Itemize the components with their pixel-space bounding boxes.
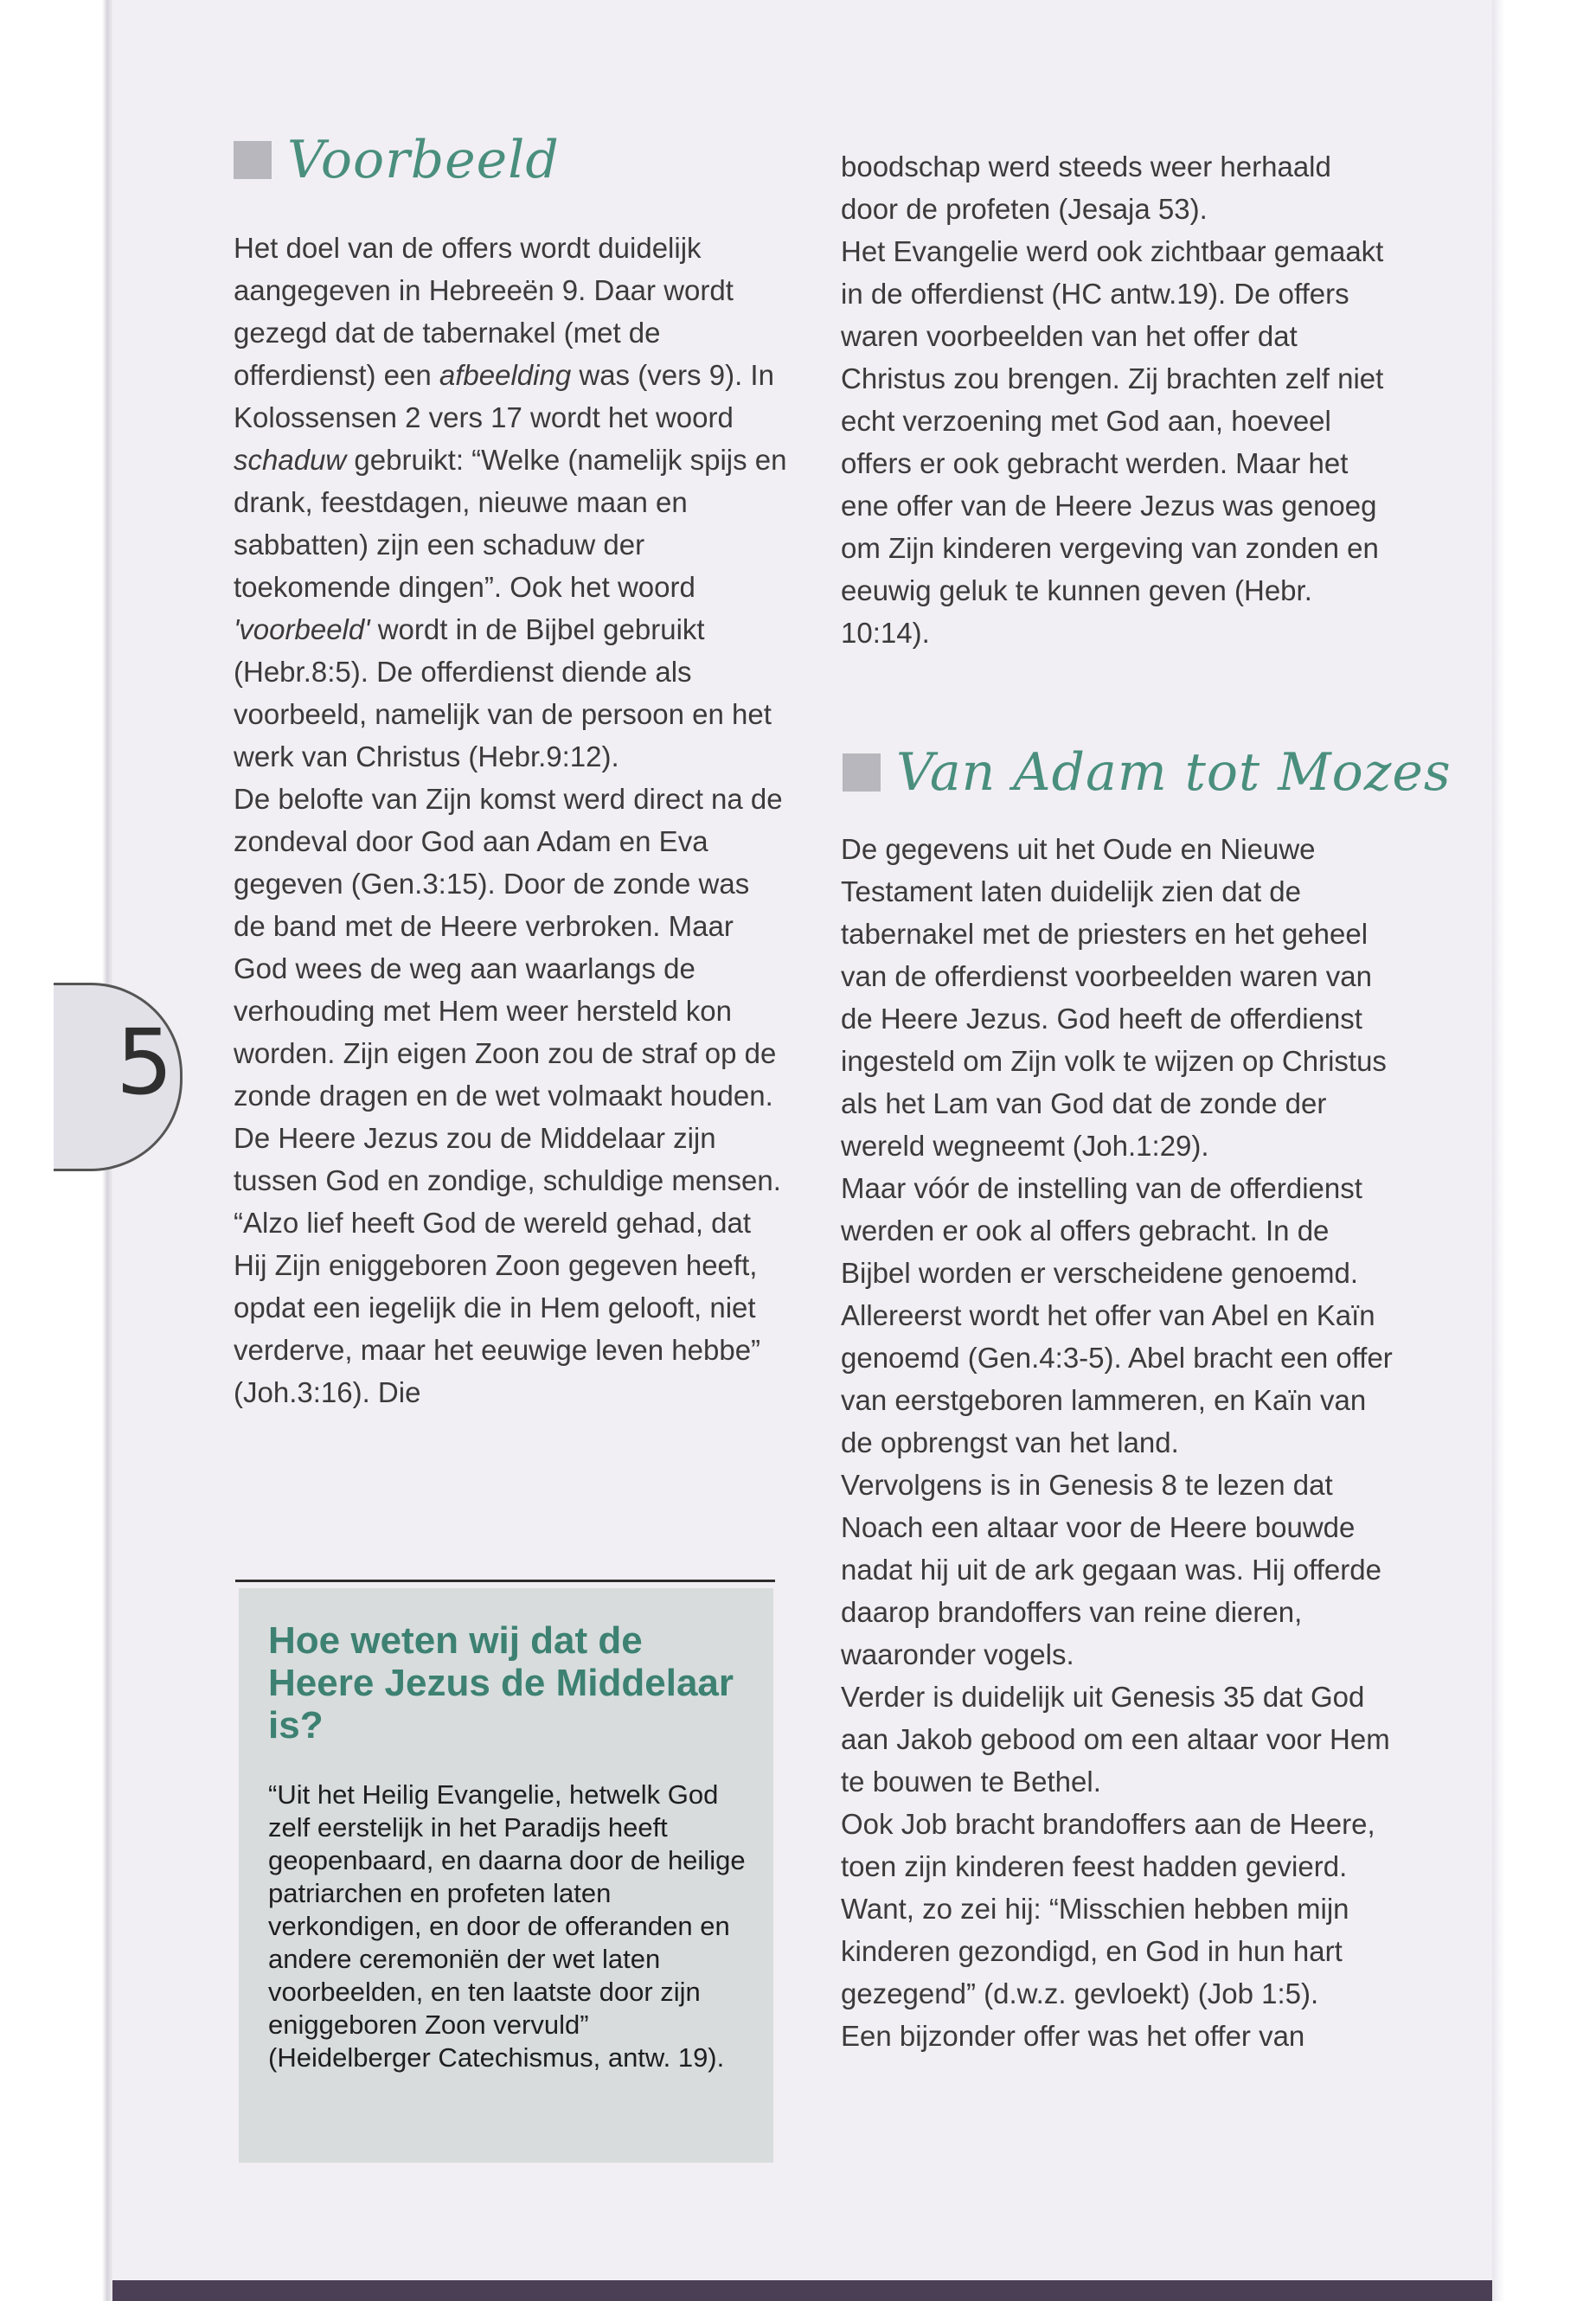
bottom-edge-band [112,2280,1492,2301]
catechism-answer: “Uit het Heilig Evangelie, hetwelk God zelf eerstelijk in het Paradijs heeft geopenbaard, en daarna door de heilige patriarchen en profeten laten verkondigen, en door de offeranden en andere ceremoniën der wet laten voorbeelden, en ten laatste door zijn eniggeboren Zoon vervuld” (Heidelberger Catechismus, antw. 19). [268,1779,746,2073]
catechism-question: Hoe weten wij dat de Heere Jezus de Middelaar is? [268,1619,734,1747]
section-heading-voorbeeld [234,130,560,190]
column2-continuation: boodschap werd steeds weer herhaald door de profeten (Jesaja 53). Het Evangelie werd ook zichtbaar gemaakt in de offerdienst (HC antw.19). De offers waren voorbeelden van het offer dat Christus zou brengen. Zij brachten zelf niet echt verzoening met God aan, hoeveel offers er ook gebracht werden. Maar het ene offer van de Heere Jezus was genoeg om Zijn kinderen vergeving van zonden en eeuwig geluk te kunnen geven (Hebr. 10:14). [841,151,1384,649]
box-top-rule [235,1580,775,1582]
column1-body: Het doel van de offers wordt duidelijk aangegeven in Hebreeën 9. Daar wordt gezegd dat de tabernakel (met de offerdienst) een afbeelding was (vers 9). In Kolossensen 2 vers 17 wordt het woord schaduw gebruikt: “Welke (namelijk spijs en drank, feestdagen, nieuwe maan en sabbatten) zijn een schaduw der toekomende dingen”. Ook het woord 'voorbeeld' wordt in de Bijbel gebruikt (Hebr.8:5). De offerdienst diende als voorbeeld, namelijk van de persoon en het werk van Christus (Hebr.9:12). De belofte van Zijn komst werd direct na de zondeval door God aan Adam en Eva gegeven (Gen.3:15). Door de zonde was de band met de Heere verbroken. Maar God wees de weg aan waarlangs de verhouding met Hem weer hersteld kon worden. Zijn eigen Zoon zou de straf op de zonde dragen en de wet volmaakt houden. De Heere Jezus zou de Middelaar zijn tussen God en zondige, schuldige mensen. “Alzo lief heeft God de wereld gehad, dat Hij Zijn eniggeboren Zoon gegeven heeft, opdat een iegelijk die in Hem gelooft, niet verderve, maar het eeuwige leven hebbe” (Joh.3:16). Die [234,232,787,1408]
page-number: 5 [116,1009,174,1115]
heading-square-icon [234,141,272,179]
emphasis: schaduw [234,444,347,476]
heading-text: Voorbeeld [287,130,560,190]
heading-text: Van Adam tot Mozes [896,742,1452,803]
emphasis: afbeelding [439,359,572,391]
heading-square-icon [843,753,881,792]
column2-body: De gegevens uit het Oude en Nieuwe Testament laten duidelijk zien dat de tabernakel met de priesters en het geheel van de offerdienst voorbeelden waren van de Heere Jezus. God heeft de offerdienst ingesteld om Zijn volk te wijzen op Christus als het Lam van God dat de zonde der wereld wegneemt (Joh.1:29). Maar vóór de instelling van de offerdienst werden er ook al offers gebracht. In de Bijbel worden er verscheidene genoemd. Allereerst wordt het offer van Abel en Kaïn genoemd (Gen.4:3-5). Abel bracht een offer van eerstgeboren lammeren, en Kaïn van de opbrengst van het land. Vervolgens is in Genesis 8 te lezen dat Noach een altaar voor de Heere bouwde nadat hij uit de ark gegaan was. Hij offerde daarop brandoffers van reine dieren, waaronder vogels. Verder is duidelijk uit Genesis 35 dat God aan Jakob gebood om een altaar voor Hem te bouwen te Bethel. Ook Job bracht brandoffers aan de Heere, toen zijn kinderen feest hadden gevierd. Want, zo zei hij: “Misschien hebben mijn kinderen gezondigd, en God in hun hart gezegend” (d.w.z. gevloekt) (Job 1:5). Een bijzonder offer was het offer van [841,833,1393,2052]
emphasis: 'voorbeeld' [234,613,370,645]
section-heading-van-adam-tot-mozes [843,742,1452,803]
book-right-margin [1492,0,1596,2301]
